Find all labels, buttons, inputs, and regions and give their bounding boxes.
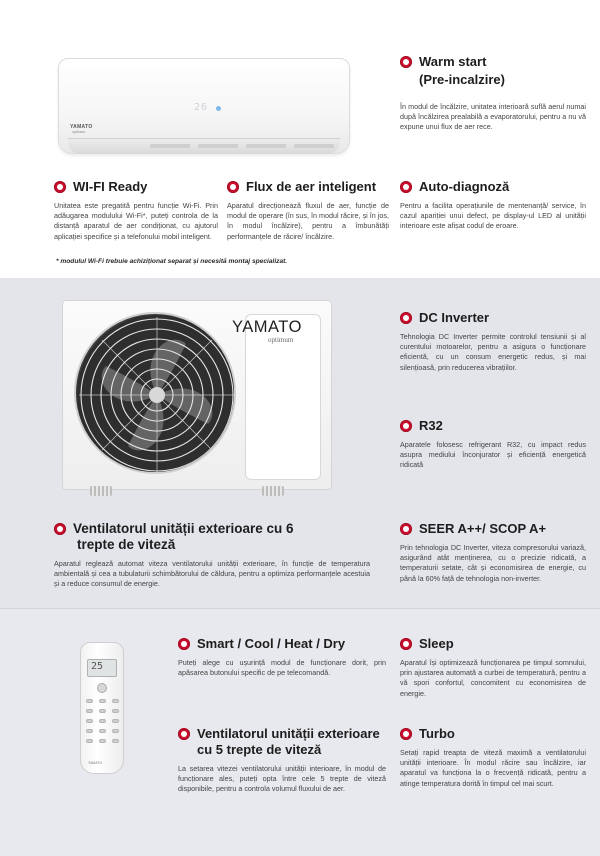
- feature-autodiag: [400, 179, 586, 232]
- feature-title: R32: [419, 418, 443, 433]
- bullet-icon: [178, 638, 190, 650]
- bullet-icon: [178, 728, 190, 740]
- remote-control-image: [80, 642, 124, 774]
- bullet-icon: [400, 728, 412, 740]
- remote-button: [86, 729, 93, 733]
- indoor-louver: [198, 144, 238, 148]
- wifi-footnote: * modulul Wi-Fi trebuie achiziționat separat și necesită montaj specializat.: [56, 258, 288, 265]
- remote-button: [99, 729, 106, 733]
- remote-button: [112, 699, 119, 703]
- feature-title: Smart / Cool / Heat / Dry: [197, 636, 346, 651]
- remote-button: [112, 719, 119, 723]
- feature-desc: În modul de încălzire, unitatea interioară suflă aerul numai după încălzirea prealabilă a evaporatorului, pentru a nu vă expune unui flux de aer rece.: [400, 102, 586, 132]
- indoor-brand-sub: optimum: [72, 130, 86, 134]
- band-divider: [0, 608, 600, 609]
- feature-title: Turbo: [419, 726, 455, 741]
- remote-button: [99, 739, 106, 743]
- outdoor-foot: [262, 486, 284, 496]
- indoor-brand: YAMATO: [70, 124, 93, 130]
- feature-title: Sleep: [419, 636, 454, 651]
- feature-sleep: [400, 636, 586, 699]
- remote-button: [86, 709, 93, 713]
- outdoor-foot: [90, 486, 112, 496]
- fan-grille: [74, 312, 236, 474]
- outdoor-logo: YAMATO: [232, 318, 302, 336]
- power-icon: [97, 683, 107, 693]
- feature-title: Warm start: [419, 54, 487, 69]
- bullet-icon: [400, 312, 412, 324]
- feature-desc: Pentru a facilita operațiunile de mentenanță/ service, în cazul apariției unui defect, pe display-ul LED al unității interioare este afișat codul de eroare.: [400, 201, 586, 231]
- feature-wifi: [54, 179, 218, 242]
- bullet-icon: [400, 638, 412, 650]
- feature-desc: La setarea vitezei ventilatorului unității interioare, în modul de funcționare ales, puteți opta între cele 5 trepte de viteză disponibile, pentru a controla volumul fluxului de aer.: [178, 764, 386, 794]
- remote-screen: [87, 659, 117, 677]
- feature-title: WI-FI Ready: [73, 179, 148, 194]
- feature-title-line2: trepte de viteză: [77, 537, 176, 552]
- feature-seer-scop: [400, 521, 586, 584]
- indoor-display: 26: [194, 102, 209, 113]
- bullet-icon: [227, 181, 239, 193]
- feature-airflow: [227, 179, 389, 242]
- remote-button: [99, 709, 106, 713]
- fan-icon: [76, 314, 236, 474]
- remote-button: [99, 699, 106, 703]
- bullet-icon: [400, 420, 412, 432]
- feature-desc: Aparatele folosesc refrigerant R32, cu impact redus asupra mediului înconjurator și eficiență energetică ridicată: [400, 440, 586, 470]
- bullet-icon: [400, 56, 412, 68]
- feature-desc: Puteți alege cu ușurință modul de funcționare dorit, prin apăsarea butonului specific de pe telecomandă.: [178, 658, 386, 678]
- feature-turbo: [400, 726, 586, 789]
- remote-button: [99, 719, 106, 723]
- indoor-louver: [294, 144, 334, 148]
- remote-button: [112, 709, 119, 713]
- outdoor-unit-image: [62, 300, 332, 505]
- feature-desc: Aparatul reglează automat viteza ventilatorului unității exterioare, în funcție de temperatura ambientală și cea a tubulaturii schimbătorului de căldura, pentru a optimiza performanțele acestuia și a reduce consumul de energie.: [54, 559, 370, 589]
- wifi-led-icon: [216, 106, 221, 111]
- feature-desc: Setați rapid treapta de viteză maximă a ventilatorului unității interioare. În modul răcire sau încălzire, iar aparatul va funcționa la o frecvență ridicată, pentru a atinge temperatura dorită în timpul cel mai scurt.: [400, 748, 586, 788]
- feature-desc: Unitatea este pregatită pentru funcție Wi-Fi. Prin adăugarea modulului Wi-Fi*, puteți controla de la distanță aparatul de aer condiționat, cu ajutorul aplicației specifice și a telefonului mobil inteligent.: [54, 201, 218, 241]
- feature-dc-inverter: [400, 310, 586, 373]
- feature-title: SEER A++/ SCOP A+: [419, 521, 547, 536]
- feature-title-line2: cu 5 trepte de viteză: [197, 742, 322, 757]
- indoor-louver: [150, 144, 190, 148]
- feature-desc: Tehnologia DC Inverter permite controlul tensiunii și al curentului motoarelor, pentru a asigura o funcționare eficientă, cu un consum energetic redus, și mai silențioasă, prin reducerea vibrațiilor.: [400, 332, 586, 372]
- outdoor-logo-sub: optimum: [268, 336, 294, 344]
- feature-modes: [178, 636, 386, 678]
- bullet-icon: [400, 523, 412, 535]
- indoor-unit-image: [58, 58, 350, 160]
- feature-desc: Prin tehnologia DC Inverter, viteza compresorului variază, asigurând atât menținerea, cu o precizie ridicată, a temperaturii setate, cât și economisirea de energie, cu până la 60% față de tehnologia non-inverter.: [400, 543, 586, 583]
- bullet-icon: [400, 181, 412, 193]
- bullet-icon: [54, 523, 66, 535]
- feature-title: DC Inverter: [419, 310, 490, 325]
- feature-desc: Aparatul își optimizează funcționarea pe timpul somnului, prin ajustarea automată a curbei de temperatură, pentru a vă spori confortul, concomitent cu economisirea de energie.: [400, 658, 586, 698]
- remote-button: [86, 699, 93, 703]
- remote-brand: YAMATO: [88, 761, 103, 765]
- feature-r32: [400, 418, 586, 471]
- feature-title: Ventilatorul unității exterioare: [197, 726, 380, 741]
- feature-desc: Aparatul direcționează fluxul de aer, funcție de modul de operare (în sus, în modul răcire, și în jos, în modul încălzire), pentru a îmbunătăți performanțele de răcire/ încălzire.: [227, 201, 389, 241]
- feature-fan-5-speeds: [178, 726, 386, 795]
- feature-title: Flux de aer inteligent: [246, 179, 377, 194]
- feature-warm-start: [400, 54, 586, 133]
- bullet-icon: [54, 181, 66, 193]
- feature-title: Ventilatorul unității exterioare cu 6: [73, 521, 294, 536]
- remote-button: [112, 739, 119, 743]
- remote-button: [112, 729, 119, 733]
- feature-fan-6-speeds: [54, 521, 370, 590]
- remote-button: [86, 739, 93, 743]
- indoor-louver: [246, 144, 286, 148]
- remote-screen-digits: 25: [91, 661, 104, 672]
- feature-title: Auto-diagnoză: [419, 179, 510, 194]
- remote-button: [86, 719, 93, 723]
- feature-title-line2: (Pre-incalzire): [419, 72, 505, 87]
